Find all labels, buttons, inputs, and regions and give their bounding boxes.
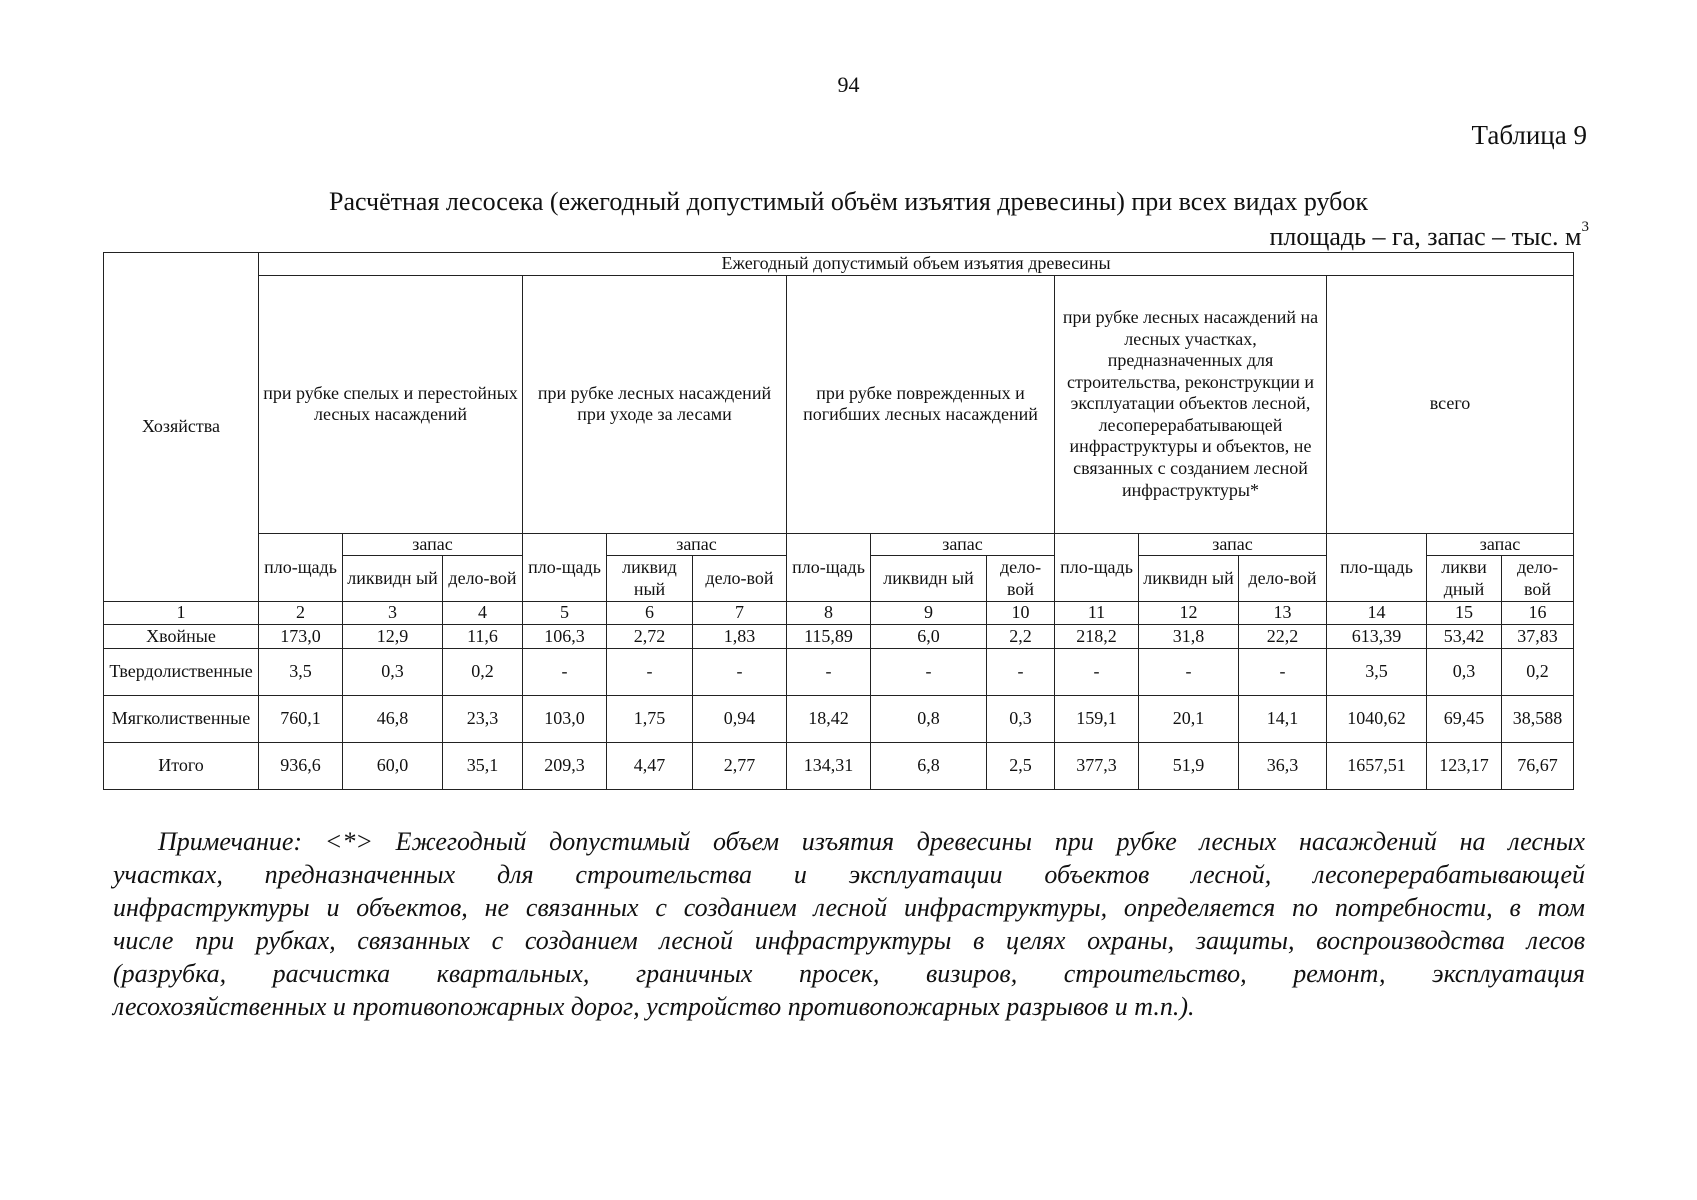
column-number: 6	[607, 602, 693, 625]
table-cell: -	[787, 649, 871, 696]
table-row-total	[104, 743, 1574, 790]
column-number: 14	[1327, 602, 1427, 625]
column-number: 12	[1139, 602, 1239, 625]
table-cell: 3,5	[259, 649, 343, 696]
header-business: дело-вой	[987, 556, 1055, 602]
table-cell: 2,5	[987, 743, 1055, 790]
header-group-damaged: при рубке поврежденных и погибших лесных насаждений	[787, 275, 1055, 533]
table-cell: 0,3	[1427, 649, 1502, 696]
table-cell: 123,17	[1427, 743, 1502, 790]
table-cell: 0,2	[443, 649, 523, 696]
table-cell: 53,42	[1427, 625, 1502, 649]
column-number: 2	[259, 602, 343, 625]
table-cell: 134,31	[787, 743, 871, 790]
footnote-line: инфраструктуры и объектов, не связанных с созданием лесной инфраструктуры, определяется по потребности, в том	[113, 893, 1585, 922]
table-cell: 115,89	[787, 625, 871, 649]
table-cell: 4,47	[607, 743, 693, 790]
table-cell: 22,2	[1239, 625, 1327, 649]
header-farms: Хозяйства	[104, 253, 259, 602]
table-cell: 51,9	[1139, 743, 1239, 790]
row-name: Твердолиственные	[104, 649, 259, 696]
table-cell: 760,1	[259, 696, 343, 743]
units-line	[1269, 219, 1589, 252]
table-cell: 0,2	[1502, 649, 1574, 696]
table-cell: 2,2	[987, 625, 1055, 649]
table-cell: -	[1139, 649, 1239, 696]
page-number: 94	[837, 72, 860, 97]
header-stock: запас	[1139, 533, 1327, 556]
column-number: 3	[343, 602, 443, 625]
table-cell: 37,83	[1502, 625, 1574, 649]
table-cell: -	[871, 649, 987, 696]
header-liquid: ликви дный	[1427, 556, 1502, 602]
header-business: дело-вой	[1502, 556, 1574, 602]
table-cell: 12,9	[343, 625, 443, 649]
header-liquid: ликвид ный	[607, 556, 693, 602]
header-liquid: ликвидн ый	[871, 556, 987, 602]
table-cell: -	[987, 649, 1055, 696]
column-number: 8	[787, 602, 871, 625]
column-number: 7	[693, 602, 787, 625]
column-number: 4	[443, 602, 523, 625]
units-text: площадь – га, запас – тыс. м	[1269, 222, 1582, 251]
table-cell: 1040,62	[1327, 696, 1427, 743]
table-cell: -	[607, 649, 693, 696]
header-main: Ежегодный допустимый объем изъятия древесины	[259, 253, 1574, 276]
column-number: 5	[523, 602, 607, 625]
table-cell: 31,8	[1139, 625, 1239, 649]
table-cell: 1,83	[693, 625, 787, 649]
header-liquid: ликвидн ый	[1139, 556, 1239, 602]
table-cell: 18,42	[787, 696, 871, 743]
table-cell: 159,1	[1055, 696, 1139, 743]
table-cell: 218,2	[1055, 625, 1139, 649]
footnote-line: (разрубка, расчистка квартальных, граничных просек, визиров, строительство, ремонт, эксплуатация	[113, 959, 1585, 988]
table-cell: -	[523, 649, 607, 696]
table-row-softwood	[104, 696, 1574, 743]
column-number: 11	[1055, 602, 1139, 625]
table-cell: 3,5	[1327, 649, 1427, 696]
column-number: 1	[104, 602, 259, 625]
table-cell: 2,72	[607, 625, 693, 649]
table-cell: 173,0	[259, 625, 343, 649]
table-cell: 106,3	[523, 625, 607, 649]
table-cell: 0,94	[693, 696, 787, 743]
header-group-total: всего	[1327, 275, 1574, 533]
column-number: 9	[871, 602, 987, 625]
header-stock: запас	[607, 533, 787, 556]
table-cell: 0,8	[871, 696, 987, 743]
header-area: пло-щадь	[259, 533, 343, 602]
footnote-line: лесохозяйственных и противопожарных дорог, устройство противопожарных разрывов и т.п.).	[113, 992, 1195, 1021]
footnote-line: Примечание: <*> Ежегодный допустимый объем изъятия древесины при рубке лесных насаждений на лесных	[158, 827, 1585, 856]
table-cell: 6,0	[871, 625, 987, 649]
table-cell: 11,6	[443, 625, 523, 649]
table-cell: 60,0	[343, 743, 443, 790]
column-number: 15	[1427, 602, 1502, 625]
header-stock: запас	[1427, 533, 1574, 556]
table-label: Таблица 9	[1471, 120, 1587, 150]
table-cell: -	[1055, 649, 1139, 696]
table-cell: 14,1	[1239, 696, 1327, 743]
table-cell: 936,6	[259, 743, 343, 790]
cutting-area-table	[103, 252, 1574, 790]
column-number-row	[104, 602, 1574, 625]
header-area: пло-щадь	[523, 533, 607, 602]
column-number: 13	[1239, 602, 1327, 625]
header-area: пло-щадь	[787, 533, 871, 602]
table-cell: -	[1239, 649, 1327, 696]
header-business: дело-вой	[443, 556, 523, 602]
header-group-construction: при рубке лесных насаждений на лесных участках, предназначенных для строительства, реконструкции и эксплуатации объектов лесной, лесоперерабатывающей инфраструктуры и объектов, не связанных с созданием лесной инфраструктуры*	[1055, 275, 1327, 533]
table-cell: 6,8	[871, 743, 987, 790]
header-area: пло-щадь	[1327, 533, 1427, 602]
units-superscript: 3	[1581, 219, 1589, 236]
table-cell: 38,588	[1502, 696, 1574, 743]
table-cell: 23,3	[443, 696, 523, 743]
column-number: 10	[987, 602, 1055, 625]
table-cell: 20,1	[1139, 696, 1239, 743]
table-cell: 0,3	[987, 696, 1055, 743]
table-cell: 1657,51	[1327, 743, 1427, 790]
footnote	[113, 825, 1585, 1023]
footnote-line: числе при рубках, связанных с созданием лесной инфраструктуры в целях охраны, защиты, воспроизводства лесов	[113, 926, 1585, 955]
row-name: Хвойные	[104, 625, 259, 649]
table-cell: 103,0	[523, 696, 607, 743]
table-cell: 36,3	[1239, 743, 1327, 790]
footnote-line: участках, предназначенных для строительства и эксплуатации объектов лесной, лесоперерабатывающей	[113, 860, 1585, 889]
table-cell: 35,1	[443, 743, 523, 790]
table-cell: 613,39	[1327, 625, 1427, 649]
table-row-conifer	[104, 625, 1574, 649]
table-cell: 1,75	[607, 696, 693, 743]
table-cell: 0,3	[343, 649, 443, 696]
header-liquid: ликвидн ый	[343, 556, 443, 602]
header-stock: запас	[871, 533, 1055, 556]
document-title: Расчётная лесосека (ежегодный допустимый объём изъятия древесины) при всех видах рубок	[329, 187, 1368, 216]
header-area: пло-щадь	[1055, 533, 1139, 602]
table-cell: 209,3	[523, 743, 607, 790]
column-number: 16	[1502, 602, 1574, 625]
header-business: дело-вой	[693, 556, 787, 602]
table-cell: 46,8	[343, 696, 443, 743]
row-name: Мягколиственные	[104, 696, 259, 743]
table-cell: 76,67	[1502, 743, 1574, 790]
header-group-care: при рубке лесных насаждений при уходе за лесами	[523, 275, 787, 533]
header-business: дело-вой	[1239, 556, 1327, 602]
row-name: Итого	[104, 743, 259, 790]
table-cell: -	[693, 649, 787, 696]
header-group-mature: при рубке спелых и перестойных лесных насаждений	[259, 275, 523, 533]
table-cell: 69,45	[1427, 696, 1502, 743]
header-stock: запас	[343, 533, 523, 556]
table-cell: 2,77	[693, 743, 787, 790]
table-row-hardwood	[104, 649, 1574, 696]
table-cell: 377,3	[1055, 743, 1139, 790]
